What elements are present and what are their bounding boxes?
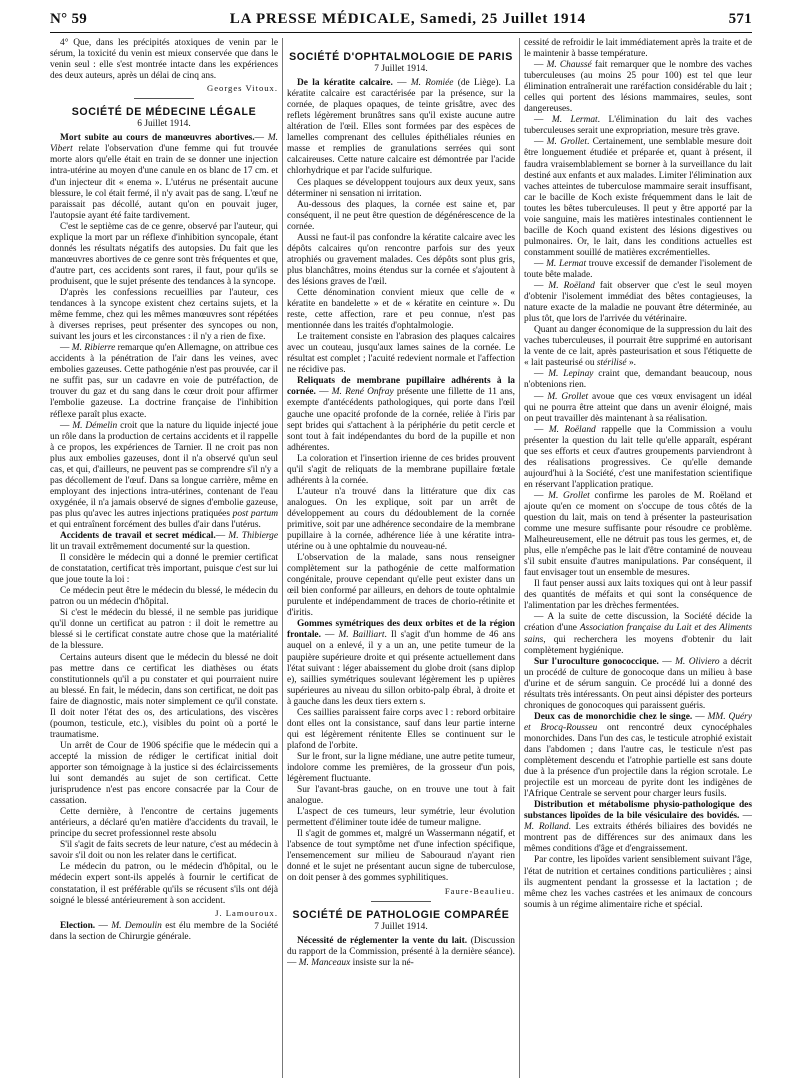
running-head <box>50 6 752 28</box>
text: , qui recherchera les moyens d'obtenir du lait complètement hygiénique. <box>524 634 752 656</box>
italic-text: post partum <box>232 508 278 519</box>
paragraph: — M. Lermat. L'élimination du lait des vaches tuberculeuses serait une expropriation, mesure très grave. <box>524 115 752 137</box>
article-heading: Reliquats de membrane pupillaire adhérents à la cornée. <box>287 376 515 398</box>
paragraph: cessité de refroidir le lait immédiatement après la traite et de le maintenir à basse température. <box>524 38 752 60</box>
paragraph: Accidents de travail et secret médical.— M. Thibierge lit un travail extrêmement documenté sur la question. <box>50 531 278 553</box>
author-name: M. Thibierge <box>228 531 278 542</box>
paragraph: D'après les confessions recueillies par l'auteur, ces tendances à la syncope existent chez certains sujets, et la même femme, chez qui les mêmes manœuvres sont répétées à diverses reprises, peut présenter des syncopes ou non, suivant les jours et les circonstances : il n'y a rien de fixe. <box>50 287 278 343</box>
paragraph: De la kératite calcaire. — M. Romiée (de Liège). La kératite calcaire est caractérisée par la présence, sur la cornée, de plaques opaques, de teinte grisâtre, avec des reflets légèrement brunâtres sans qu'il existe aucune autre altération de l'œil. Elles sont formées par des espèces de lamelles comprenant des cellules épithéliales réunies en masse et remplies de granulations serrées qui sont calcaireuses. Cette nature calcaire est démontrée par l'acide chlorhydrique et par l'acide sulfurique. <box>287 78 515 177</box>
paragraph: Sur le front, sur la ligne médiane, une autre petite tumeur, indolore comme les premières, de la grosseur d'un pois, légèrement fluctuante. <box>287 751 515 785</box>
article-heading: Distribution et métabolisme physio-pathologique des substances lipoïdes de la bile vésiculaire des bovidés. <box>524 800 752 822</box>
author-name: M. Grollet <box>546 137 587 148</box>
text: insiste sur la né- <box>350 957 414 968</box>
paragraph: L'auteur n'a trouvé dans la littérature que dix cas analogues. On les explique, soit par un arrêt de développement au cours du dédoublement de la cornée primitive, soit par une adhérence secondaire de la membrane pupillaire à la cornée, adhérence liée à une kératite intra-utérine ou à une ophtalmie du nouveau-né. <box>287 486 515 553</box>
author-name: M. Romiée <box>410 78 454 89</box>
paragraph: Par contre, les lipoïdes varient sensiblement suivant l'âge, l'état de nutrition et certaines conditions particulières ; ainsi ils augmentent pendant la grossesse et la lactation ; de même chez les vaches castrées et les animaux de concours soumis à un régime alimentaire riche et spécial. <box>524 855 752 910</box>
author-name: M. Bailliart <box>338 630 385 641</box>
columns <box>50 38 752 1078</box>
paragraph: Un arrêt de Cour de 1906 spécifie que le médecin qui a accepté la mission de rédiger le certificat initial doit apporter son témoignage à la justice si des éclaircissements lui sont demandés au sujet de son certificat. Cette jurisprudence n'est pas encore consacrée par la Cour de cassation. <box>50 740 278 807</box>
divider <box>371 901 431 902</box>
author-name: M. Roëland <box>548 424 596 435</box>
paragraph: Ces saillies paraissent faire corps avec l : rebord orbitaire dont elles ont la consistance, sauf dans leur partie interne qui est légèrement rénitente Elles se continuent sur le plafond de l'orbite. <box>287 707 515 751</box>
journal-title: LA PRESSE MÉDICALE, Samedi, 25 Juillet 1914 <box>229 11 586 27</box>
author-name: M. Roëland <box>548 281 595 292</box>
text: relate l'observation d'une femme qui fut trouvée morte alors qu'elle était en train de se donner une injection intra-utérine au moyen d'une canule en os blanc de 17 cm. et d'un injecteur dit « enema ». L'utérus ne présentait aucune blessure, le col était fermé, il n'y avait pas de sang. L'œuf ne paraissait pas décollé, autant qu'on en pouvait juger, l'autopsie ayant été faite tardivement. <box>50 144 278 221</box>
divider <box>134 98 194 99</box>
paragraph: L'aspect de ces tumeurs, leur symétrie, leur évolution permettent d'éliminer toute idée de tumeur maligne. <box>287 807 515 829</box>
page-number: 571 <box>728 11 752 27</box>
text: fait observer que c'est le seul moyen d'obtenir l'isolement immédiat des bêtes contagieuses, la nature exacte de la maladie ne pouvant être déterminée, au plus tôt, que lors de l'arrivée du vétérinaire. <box>524 281 752 325</box>
text: . Les extraits éthérés biliaires des bovidés ne montrent pas de différences sur des animaux dans les mêmes conditions d'âge et d'engraissement. <box>524 822 752 855</box>
section-title: SOCIÉTÉ D'OPHTALMOLOGIE DE PARIS <box>289 51 513 63</box>
section-date: 7 Juillet 1914. <box>374 64 428 75</box>
paragraph: Sur l'uroculture gonococcique. — M. Oliviero a décrit un procédé de culture de gonocoque dans un milieu à base d'urine et de sérum sanguin. Ce procédé lui a donné des résultats très intéressants. On peut ainsi dépister des porteurs chroniques de gonocoques qui paraissent guéris. <box>524 656 752 711</box>
paragraph: Mort subite au cours de manœuvres abortives.— M. Vibert relate l'observation d'une femme qui fut trouvée morte alors qu'elle était en train de se donner une injection intra-utérine au moyen d'une canule en os blanc de 17 cm. et d'un injecteur dit « enema ». L'utérus ne présentait aucune blessure, le col était fermé, il n'y avait pas de sang. L'œuf ne paraissait pas décollé, autant qu'on en pouvait juger, l'autopsie ayant été faite tardivement. <box>50 133 278 221</box>
paragraph: Ce médecin peut être le médecin du blessé, le médecin du patron ou un médecin d'hôpital. <box>50 586 278 608</box>
header-rule <box>50 32 752 33</box>
section-date: 7 Juillet 1914. <box>374 921 428 932</box>
text: fait remarquer que le nombre des vaches tuberculeuses (au moins 25 pour 100) est tel que leur élimination entraînerait une raréfaction considérable du lait ; celles qui portent des lésions mammaires, seules, sont dangereuses. <box>524 60 752 115</box>
paragraph: Le traitement consiste en l'abrasion des plaques calcaires avec un couteau, jusqu'aux lames saines de la cornée. Le résultat est complet ; l'acuité redevient normale et l'affection ne récidive pas. <box>287 332 515 376</box>
column-1 <box>50 38 278 1078</box>
signature: J. Lamouroux. <box>215 907 278 918</box>
paragraph: — M. Démelin croit que la nature du liquide injecté joue un rôle dans la production de certains accidents et il rappelle à ce propos, les expériences de Tarnier. Il ne croit pas non plus aux embolies gazeuses, dont il n'a observé qu'un seul cas, et qui, d'ailleurs, ne peuvent pas se comprendre s'il n'y a pas décollement de l'œuf. Dans sa longue carrière, même en employant des injections intra-utérines, contenant de l'eau oxygénée, il n'a jamais observé de signes d'embolie gazeuse, pas plus qu'avec les autres injections pratiquées post partum et qui entraînent forcément des bulles d'air dans l'utérus. <box>50 420 278 530</box>
paragraph: 4° Que, dans les précipités atoxiques de venin par le sérum, la toxicité du venin est mieux conservée que dans le venin seul : elle s'est montrée intacte dans les expériences des deux auteurs, après un délai de cinq ans. <box>50 38 278 82</box>
text: — A la suite de cette discussion, la Société décide la création d'une <box>524 612 752 634</box>
paragraph <box>524 325 752 369</box>
column-separator <box>515 38 524 1078</box>
paragraph <box>287 936 515 969</box>
italic-text: Association française du Lait et des Aliments sains <box>524 623 752 645</box>
paragraph: — M. Roëland fait observer que c'est le seul moyen d'obtenir l'isolement immédiat des bêtes contagieuses, la nature exacte de la maladie ne pouvant être déterminée, au plus tôt, que lors de l'arrivée du vétérinaire. <box>524 281 752 325</box>
paragraph: Il faut penser aussi aux laits toxiques qui ont à leur passif des quantités de méfaits et qui sont la conséquence de l'alimentation par les drèches fermentées. <box>524 579 752 612</box>
paragraph: — M. Grollet avoue que ces vœux envisagent un idéal qui ne pourra être atteint que dans un avenir éloigné, mais on peut travailler dès maintenant à sa réalisation. <box>524 391 752 424</box>
text: (Discussion du rapport de la Commission, présenté à la dernière séance). — <box>287 935 515 968</box>
paragraph: — M. Grollet. Certainement, une semblable mesure doit être longuement étudiée et préparée et, quant à présent, il faudra vraisemblablement se borner à la surveillance du lait destiné aux enfants et aux malades. Limiter l'élimination aux vaches atteintes de tuberculose mammaire serait insuffisant, car le bacille de Koch existe fréquemment dans le lait de toutes les bêtes tuberculeuses. Il peut y être apporté par la voie sanguine, mais les matières intestinales contiennent le bacille de Koch quand existent des lésions digestives ou pulmonaires. Or, le lait, dans les conditions actuelles est constamment souillé de matières excrémentielles. <box>524 137 752 258</box>
article-heading: Gommes symétriques des deux orbites et de la région frontale. <box>287 619 515 641</box>
paragraph: Cette dernière, à l'encontre de certains jugements antérieurs, a déclaré qu'en matière d'accidents du travail, le principe du secret professionnel reste absolu <box>50 807 278 840</box>
section-date: 6 Juillet 1914. <box>137 119 191 130</box>
article-heading: Deux cas de monorchidie chez le singe. <box>534 711 693 722</box>
text: lit un travail extrêmement documenté sur la question. <box>50 542 250 553</box>
author-name: M. Grollet <box>548 490 590 501</box>
text: ont rencontré deux cynocéphales monorchides. Dans l'un des cas, le testicule atrophié existait dans l'abdomen ; dans l'autre cas, le testicule n'est pas complètement descendu et l'atrophie partielle est sans doute due à la présence d'un projectile dans la région scrotale. Le projectile est un morceau de pyrite dont les indigènes de l'Afrique Centrale se servent pour charger leurs fusils. <box>524 722 752 800</box>
paragraph: Si c'est le médecin du blessé, il ne semble pas juridique qu'il donne un certificat au patron : il doit le remettre au blessé si le certificat constate autre chose que la matérialité de la blessure. <box>50 608 278 652</box>
author-name: M. Vibert <box>50 133 278 155</box>
article-heading: Nécessité de réglementer la vente du lait. <box>297 935 468 946</box>
article-heading: Sur l'uroculture gonococcique. <box>534 656 659 667</box>
text: . L'élimination du lait des vaches tuberculeuses serait une expropriation, mesure très grave. <box>524 115 752 137</box>
section-title: SOCIÉTÉ DE MÉDECINE LÉGALE <box>71 106 257 119</box>
author-name: M. Grollet <box>547 391 589 402</box>
text: présente une fillette de 11 ans, exempte d'antécédents pathologiques, qui porte dans l'œil gauche une opacité profonde de la cornée, reliée à l'iris par sept brides qui s'attachent à la périphérie du petit cercle et sont tout à fait indépendantes du bord de la pupille et non adhérentes. <box>287 387 515 453</box>
paragraph: Il s'agit de gommes et, malgré un Wassermann négatif, et l'absence de tout symptôme net d'une infection spécifique, l'ensemencement sur milieu de Sabouraud n'ayant rien donné et le sujet ne présentant aucun signe de tuberculose, on doit penser à des gommes syphilitiques. <box>287 829 515 884</box>
column-separator <box>278 38 287 1078</box>
issue-number: N° 59 <box>50 11 88 27</box>
article-heading: Election. <box>60 920 96 931</box>
text: a décrit un procédé de culture de gonocoque dans un milieu à base d'urine et de sérum sanguin. Ce procédé lui a donné des résultats très intéressants. On peut ainsi dépister des porteurs chroniques de gonocoques qui paraissent guéris. <box>524 656 752 711</box>
author-name: M. Lepinay <box>548 369 594 380</box>
article-heading: Accidents de travail et secret médical. <box>60 531 216 542</box>
author-name: M. Oliviero <box>675 656 720 667</box>
text: craint que, demandant beaucoup, nous n'obtenions rien. <box>524 369 752 391</box>
article-heading: Mort subite au cours de manœuvres abortives. <box>60 133 255 144</box>
text: La kératite calcaire est caractérisée par la présence, sur la cornée, de plaques opaques, de teinte grisâtre, avec des reflets légèrement brunâtres sans qu'il existe aucune autre altération de l'œil. Elles sont formées par des espèces de lamelles comprenant des cellules épithéliales réunies en masse et remplies de granulations serrées qui sont calcaireuses. Cette nature calcaire est démontrée par l'acide chlorhydrique et par l'acide sulfurique. <box>287 78 515 177</box>
author-name: M. Ribierre <box>71 343 116 354</box>
author-name: M. Demoulin <box>111 920 162 931</box>
paragraph: L'observation de la malade, sans nous renseigner complètement sur la pathogénie de cette malformation congénitale, prouve cependant qu'elle peut exister dans un œil bien conformé par ailleurs, en dehors de toute ophtalmie purulente et indépendamment de traces de chorio-rétinite et d'iritis. <box>287 553 515 619</box>
paragraph: — M. Chaussé fait remarquer que le nombre des vaches tuberculeuses (au moins 25 pour 100) est tel que leur élimination entraînerait une raréfaction considérable du lait ; celles qui portent des lésions mammaires, seules, sont dangereuses. <box>524 60 752 115</box>
paragraph: — M. Lermat trouve excessif de demander l'isolement de toute bête malade. <box>524 258 752 280</box>
paragraph: Election. — M. Demoulin est élu membre de la Société dans la section de Chirurgie générale. <box>50 920 278 942</box>
author-name: MM. Quéry et Brocq-Rousseu <box>524 711 752 733</box>
text: . Il s'agit d'un homme de 46 ans auquel on a enlevé, il y a un an, une petite tumeur de la paupière supérieure droite et qui présente actuellement dans l'état suivant : léger abaissement du globe droit (sans diplop e), saillies symétriques soulevant légèrement les p upières supérieures au niveau du sillon orbito-palp ébral, à droite et à gauche dans les deux tiers extern s. <box>287 630 515 707</box>
author-name: M. Manceaux <box>298 957 351 968</box>
text: rappelle que la Commission a voulu présenter la question du lait telle qu'elle apparaît, espérant que ses efforts et ceux d'autres groupements parviendront à des réalisations progressives. Ce qu'elle demande aujourd'hui à la Société, c'est une manifestation scientifique en réservant l'application pratique. <box>524 424 752 490</box>
paragraph: C'est le septième cas de ce genre, observé par l'auteur, qui explique la mort par un réflexe d'inhibition syncopale, étant donnés les résultats négatifs des autopsies. Du fait que les manœuvres abortives de ce genre sont très fréquentes et que, d'autre part, ces accidents sont rares, il faut, pour qu'ils se produisent, que le sujet présente des tendances à la syncope. <box>50 221 278 287</box>
author-name: M. Lermat <box>551 115 598 126</box>
column-2 <box>287 38 515 1078</box>
paragraph: — M. Lepinay craint que, demandant beaucoup, nous n'obtenions rien. <box>524 369 752 391</box>
paragraph: Distribution et métabolisme physio-pathologique des substances lipoïdes de la bile vésiculaire des bovidés. — M. Rolland. Les extraits éthérés biliaires des bovidés ne montrent pas de différences sur des animaux dans les mêmes conditions d'âge et d'engraissement. <box>524 800 752 855</box>
paragraph <box>524 612 752 656</box>
paragraph: S'il s'agit de faits secrets de leur nature, c'est au médecin à savoir s'il doit ou non les relater dans le certificat. <box>50 840 278 862</box>
signature: Faure-Beaulieu. <box>444 885 515 896</box>
text: est élu membre de la Société dans la section de Chirurgie générale. <box>50 920 278 942</box>
paragraph: Certains auteurs disent que le médecin du blessé ne doit pas mettre dans ce certificat les diathèses ou états constitutionnels qu'il a pu constater et qui pourraient nuire au blessé. En fait, le médecin, dans son certificat, ne doit pas faire de diagnostic, mais noter simplement ce qu'il constate. Il doit noter l'état des os, des articulations, des viscères (poumon, testicule, etc.), visibles du point où a porté le traumatisme. <box>50 652 278 740</box>
text: remarque qu'en Allemagne, on attribue ces accidents à la pénétration de l'air dans les veines, avec embolies gazeuses. Cette pathogénie n'est pas prouvée, car il ne suffit pas, sur un cadavre en voie de putréfaction, de trouver du gaz et du sang dans le cœur droit pour affirmer l'embolie gazeuse. La doctrine française de l'inhibition réflexe paraît plus exacte. <box>50 343 278 420</box>
signature: Georges Vitoux. <box>207 83 278 94</box>
paragraph: Cette dénomination convient mieux que celle de « kératite en bandelette » et de « kératite en ceinture ». Du reste, cette affection, rare et peu connue, n'est pas mentionnée dans les traités d'ophtalmologie. <box>287 287 515 332</box>
section-title: SOCIÉTÉ DE PATHOLOGIE COMPARÉE <box>292 908 510 921</box>
text: . Certainement, une semblable mesure doit être longuement étudiée et préparée et, quant à présent, il faudra vraisemblablement se borner à la surveillance du lait destiné aux enfants et aux malades. Limiter l'élimination aux vaches atteintes de tuberculose mammaire serait insuffisant, car le bacille de Koch existe fréquemment dans le lait de toutes les bêtes tuberculeuses. Il peut y être apporté par la voie sanguine, mais les matières intestinales contiennent le bacille de Koch quand existent des lésions digestives ou pulmonaires. Or, le lait, dans les conditions actuelles est constamment souillé de matières excrémentielles. <box>524 137 752 258</box>
text: (de Liège). <box>453 78 501 89</box>
paragraph: Sur l'avant-bras gauche, on en trouve une tout à fait analogue. <box>287 785 515 807</box>
paragraph: — M. Roëland rappelle que la Commission a voulu présenter la question du lait telle qu'elle apparaît, espérant que ses efforts et ceux d'autres groupements parviendront à des réalisations progressives. Ce qu'elle demande aujourd'hui à la Société, c'est une manifestation scientifique en réservant l'application pratique. <box>524 424 752 490</box>
article-heading: De la kératite calcaire. <box>297 78 393 89</box>
author-name: M. Démelin <box>72 420 118 431</box>
author-name: M. Lermat <box>546 258 587 269</box>
text: croit que la nature du liquide injecté joue un rôle dans la production de certains accidents et il rappelle à ce propos, les expériences de Tarnier. Il ne croit pas non plus aux embolies gazeuses, dont il n'a observé qu'un seul cas, et qui, d'ailleurs, ne peuvent pas se comprendre s'il n'y a pas décollement de l'œuf. Dans sa longue carrière, même en employant des injections intra-utérines, contenant de l'eau oxygénée, il n'a jamais observé de signes d'embolie gazeuse, pas plus qu'avec les autres injections pratiquées <box>50 420 278 519</box>
author-name: M. René Onfray <box>331 387 394 398</box>
text: Quant au danger économique de la suppression du lait des vaches tuberculeuses, il pourrait être supprimé en autorisant la vente de ce lait, après pasteurisation et sous l'étiquette de « lait pasteurisé ou <box>524 325 752 369</box>
paragraph: Le médecin du patron, ou le médecin d'hôpital, ou le médecin expert sont-ils appelés à fournir le certificat de constatation, il est préférable qu'ils se récusent s'ils ont déjà soigné le blessé antérieurement à son accident. <box>50 862 278 906</box>
text: ». <box>626 358 636 369</box>
paragraph: Aussi ne faut-il pas confondre la kératite calcaire avec les dépôts calcaires qu'on rencontre parfois sur des yeux atrophiés ou gravement malades. Ces dépôts sont plus gris, plus blanchâtres, moins étendus sur la cornée et s'ajoutent à des lésions graves de l'œil. <box>287 232 515 287</box>
text: trouve excessif de demander l'isolement de toute bête malade. <box>524 258 752 280</box>
paragraph: Ces plaques se développent toujours aux deux yeux, sans déterminer ni sensation ni irritation. <box>287 177 515 199</box>
paragraph: La coloration et l'insertion irienne de ces brides prouvent qu'il s'agit de reliquats de la membrane pupillaire fœtale adhérents à la cornée. <box>287 453 515 486</box>
author-name: M. Chaussé <box>546 60 592 71</box>
column-3 <box>524 38 752 1078</box>
paragraph: — M. Ribierre remarque qu'en Allemagne, on attribue ces accidents à la pénétration de l'air dans les veines, avec embolies gazeuses. Cette pathogénie n'est pas prouvée, car il ne suffit pas, sur un cadavre en voie de putréfaction, de trouver du gaz et du sang dans le cœur droit pour affirmer l'embolie gazeuse. La doctrine française de l'inhibition réflexe paraît plus exacte. <box>50 343 278 420</box>
text: et qui entraînent forcément des bulles d'air dans l'utérus. <box>50 519 261 530</box>
author-name: M. Rolland <box>524 822 569 833</box>
text: confirme les paroles de M. Roëland et ajoute qu'en ce moment on s'occupe de tous côtés de la question du lait, mais on tend à présenter la pasteurisation comme une mesure suffisante pour résoudre ce problème. Malheureusement, elle ne détruit pas tous les germes, et, de plus, elle n'empêche pas le lait d'être contaminé de nouveau s'il subit ensuite d'autres manipulations. Par conséquent, il faut envisager tout un ensemble de mesures. <box>524 490 752 579</box>
paragraph: Il considère le médecin qui a donné le premier certificat de constatation, certificat très important, puisque c'est sur lui que joue toute la loi : <box>50 553 278 586</box>
paragraph: Reliquats de membrane pupillaire adhérents à la cornée. — M. René Onfray présente une fillette de 11 ans, exempte d'antécédents pathologiques, qui porte dans l'œil gauche une opacité profonde de la cornée, reliée à l'iris par sept brides qui s'attachent à la périphérie du petit cercle et sont tout à fait indépendantes du bord de la pupille et non adhérentes. <box>287 376 515 453</box>
paragraph: Deux cas de monorchidie chez le singe. — MM. Quéry et Brocq-Rousseu ont rencontré deux cynocéphales monorchides. Dans l'un des cas, le testicule atrophié existait dans l'abdomen ; dans l'autre cas, le testicule n'est pas complètement descendu et l'atrophie partielle est sans doute due à la présence d'un projectile dans la région scrotale. Le projectile est un morceau de pyrite dont les indigènes de l'Afrique Centrale se servent pour charger leurs fusils. <box>524 711 752 800</box>
paragraph: — M. Grollet confirme les paroles de M. Roëland et ajoute qu'en ce moment on s'occupe de tous côtés de la question du lait, mais on tend à présenter la pasteurisation comme une mesure suffisante pour résoudre ce problème. Malheureusement, elle ne détruit pas tous les germes, et, de plus, elle n'empêche pas le lait d'être contaminé de nouveau s'il subit ensuite d'autres manipulations. Par conséquent, il faut envisager tout un ensemble de mesures. <box>524 490 752 579</box>
paragraph: Gommes symétriques des deux orbites et de la région frontale. — M. Bailliart. Il s'agit d'un homme de 46 ans auquel on a enlevé, il y a un an, une petite tumeur de la paupière supérieure droite et qui présente actuellement dans l'état suivant : léger abaissement du globe droit (sans diplop e), saillies symétriques soulevant légèrement les p upières supérieures au niveau du sillon orbito-palp ébral, à droite et à gauche dans les deux tiers extern s. <box>287 619 515 707</box>
text: avoue que ces vœux envisagent un idéal qui ne pourra être atteint que dans un avenir éloigné, mais on peut travailler dès maintenant à sa réalisation. <box>524 391 752 424</box>
paragraph: Au-dessous des plaques, la cornée est saine et, par conséquent, il ne peut être question de dégénérescence de la cornée. <box>287 199 515 232</box>
italic-text: stérilisé <box>596 358 627 369</box>
